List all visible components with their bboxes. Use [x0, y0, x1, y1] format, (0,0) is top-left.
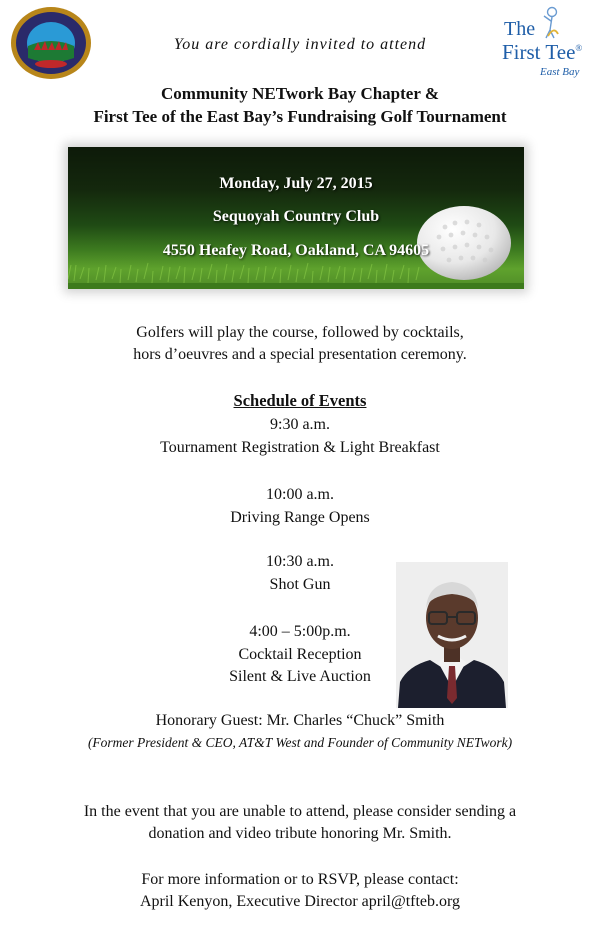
- event-2-desc: Driving Range Opens: [230, 509, 370, 526]
- event-1-desc: Tournament Registration & Light Breakfast: [160, 439, 440, 456]
- intro-line2: hors d’oeuvres and a special presentation ceremony.: [133, 346, 467, 363]
- registered-mark: ®: [575, 43, 583, 53]
- rsvp-line2: April Kenyon, Executive Director april@tfteb.org: [139, 893, 461, 910]
- honorary-guest-detail: (Former President & CEO, AT&T West and Founder of Community NETwork): [87, 735, 513, 750]
- closing-paragraph: [0, 801, 600, 845]
- event-venue: Sequoyah Country Club: [212, 208, 380, 225]
- rsvp-line1: For more information or to RSVP, please contact:: [141, 871, 459, 888]
- honorary-guest: Honorary Guest: Mr. Charles “Chuck” Smith: [155, 712, 445, 729]
- event-2-time: 10:00 a.m.: [266, 486, 334, 503]
- intro-line1: Golfers will play the course, followed by cocktails,: [136, 324, 464, 341]
- event-1-time: 9:30 a.m.: [270, 416, 330, 433]
- event-title-line1: Community NETwork Bay Chapter &: [161, 84, 439, 103]
- honorary-guest-photo: [396, 562, 508, 708]
- logo-first-tee-text: First Tee: [502, 40, 576, 64]
- golf-banner: [68, 147, 524, 289]
- event-title-line2: First Tee of the East Bay’s Fundraising Golf Tournament: [93, 107, 507, 126]
- invitation-line: You are cordially invited to attend: [173, 36, 427, 53]
- closing-line1: In the event that you are unable to attend, please consider sending a: [83, 803, 517, 820]
- closing-line2: donation and video tribute honoring Mr. Smith.: [148, 825, 452, 842]
- logo-east-bay: East Bay: [540, 66, 580, 78]
- event-4-desc-1: Cocktail Reception: [238, 646, 362, 663]
- event-3-time: 10:30 a.m.: [266, 553, 334, 570]
- rsvp-paragraph: [0, 869, 600, 913]
- schedule-title: Schedule of Events: [233, 391, 367, 410]
- event-address: 4550 Heafey Road, Oakland, CA 94605: [162, 242, 430, 259]
- golfer-icon: [538, 6, 562, 40]
- event-4-desc-2: Silent & Live Auction: [229, 668, 371, 685]
- event-4-time: 4:00 – 5:00p.m.: [249, 623, 351, 640]
- event-3-desc: Shot Gun: [269, 576, 331, 593]
- logo-the: The: [504, 18, 536, 40]
- event-date: Monday, July 27, 2015: [219, 175, 373, 192]
